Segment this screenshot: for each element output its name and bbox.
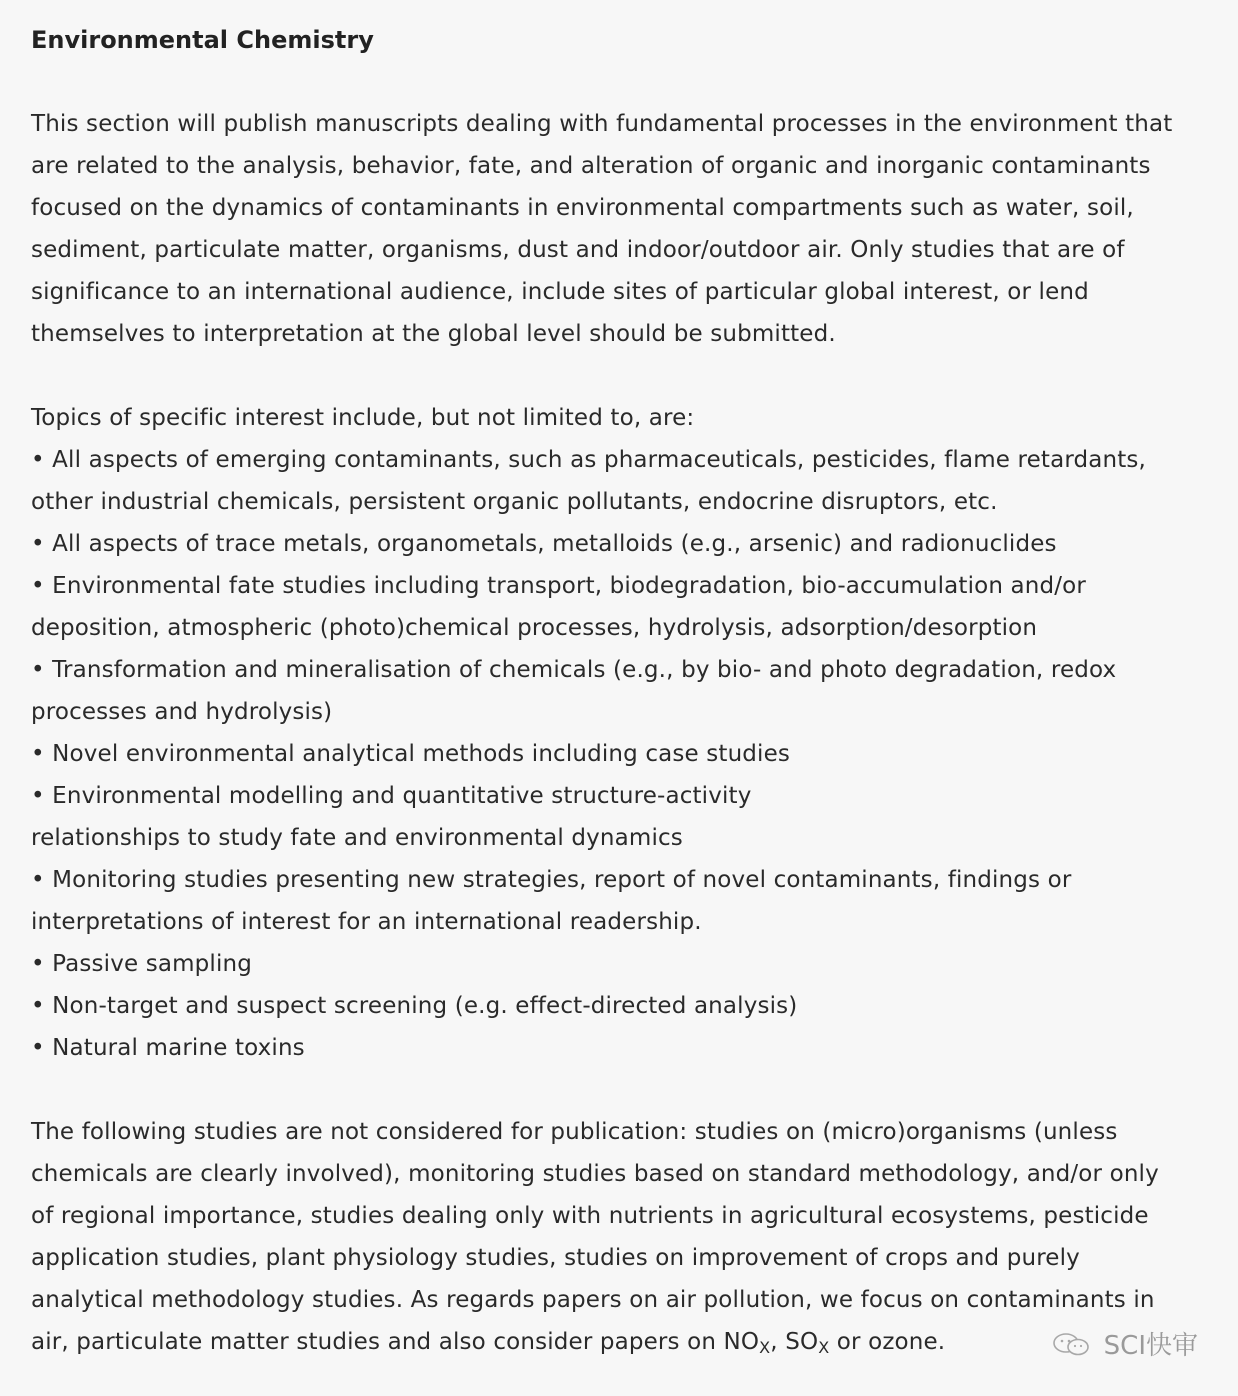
nox-subscript: X (759, 1338, 771, 1357)
exclusion-paragraph (31, 1111, 1211, 1363)
topic-line: • Passive sampling (31, 951, 252, 977)
spacer (31, 355, 1211, 397)
exclusion-line: The following studies are not considered for publication: studies on (micro)organisms (unless (31, 1119, 1118, 1145)
last-line-prefix: air, particulate matter studies and also consider papers on NO (31, 1329, 760, 1355)
topic-line: • Transformation and mineralisation of chemicals (e.g., by bio- and photo degradation, redox (31, 657, 1117, 683)
topics-list (31, 397, 1211, 1069)
topic-line: • All aspects of trace metals, organometals, metalloids (e.g., arsenic) and radionuclides (31, 531, 1057, 557)
topic-line: interpretations of interest for an international readership. (31, 909, 702, 935)
intro-line: This section will publish manuscripts dealing with fundamental processes in the environment that (31, 111, 1173, 137)
topic-line: processes and hydrolysis) (31, 699, 333, 725)
topic-line: • Non-target and suspect screening (e.g. effect-directed analysis) (31, 993, 798, 1019)
exclusion-line: application studies, plant physiology studies, studies on improvement of crops and purely (31, 1245, 1080, 1271)
exclusion-line: chemicals are clearly involved), monitoring studies based on standard methodology, and/or only (31, 1161, 1159, 1187)
topics-intro: Topics of specific interest include, but not limited to, are: (31, 405, 695, 431)
topic-line: other industrial chemicals, persistent organic pollutants, endocrine disruptors, etc. (31, 489, 998, 515)
topic-line: • Environmental fate studies including transport, biodegradation, bio-accumulation and/or (31, 573, 1086, 599)
document-body (31, 20, 1211, 1363)
topic-line: • Novel environmental analytical methods including case studies (31, 741, 791, 767)
intro-line: focused on the dynamics of contaminants in environmental compartments such as water, soil, (31, 195, 1134, 221)
topic-line: relationships to study fate and environmental dynamics (31, 825, 683, 851)
topic-line: • All aspects of emerging contaminants, such as pharmaceuticals, pesticides, flame retardants, (31, 447, 1147, 473)
intro-line: significance to an international audience, include sites of particular global interest, or lend (31, 279, 1089, 305)
topic-line: • Environmental modelling and quantitative structure-activity (31, 783, 752, 809)
intro-line: sediment, particulate matter, organisms, dust and indoor/outdoor air. Only studies that are of (31, 237, 1125, 263)
watermark-text: SCI快审 (1103, 1331, 1198, 1361)
wechat-icon (1050, 1331, 1094, 1357)
topic-line: deposition, atmospheric (photo)chemical processes, hydrolysis, adsorption/desorption (31, 615, 1038, 641)
intro-paragraph (31, 103, 1211, 355)
exclusion-last-line (31, 1321, 1211, 1363)
exclusion-line: analytical methodology studies. As regards papers on air pollution, we focus on contaminants in (31, 1287, 1155, 1313)
spacer (31, 1069, 1211, 1111)
exclusion-line: of regional importance, studies dealing only with nutrients in agricultural ecosystems, pesticide (31, 1203, 1149, 1229)
section-title: Environmental Chemistry (31, 26, 374, 54)
last-line-mid: , SO (770, 1329, 819, 1355)
topic-line: • Natural marine toxins (31, 1035, 305, 1061)
last-line-suffix: or ozone. (829, 1329, 946, 1355)
sox-subscript: X (818, 1338, 830, 1357)
spacer (31, 60, 1211, 103)
intro-line: are related to the analysis, behavior, fate, and alteration of organic and inorganic contaminants (31, 153, 1151, 179)
intro-line: themselves to interpretation at the global level should be submitted. (31, 321, 836, 347)
topic-line: • Monitoring studies presenting new strategies, report of novel contaminants, findings or (31, 867, 1072, 893)
watermark (1050, 1325, 1198, 1362)
